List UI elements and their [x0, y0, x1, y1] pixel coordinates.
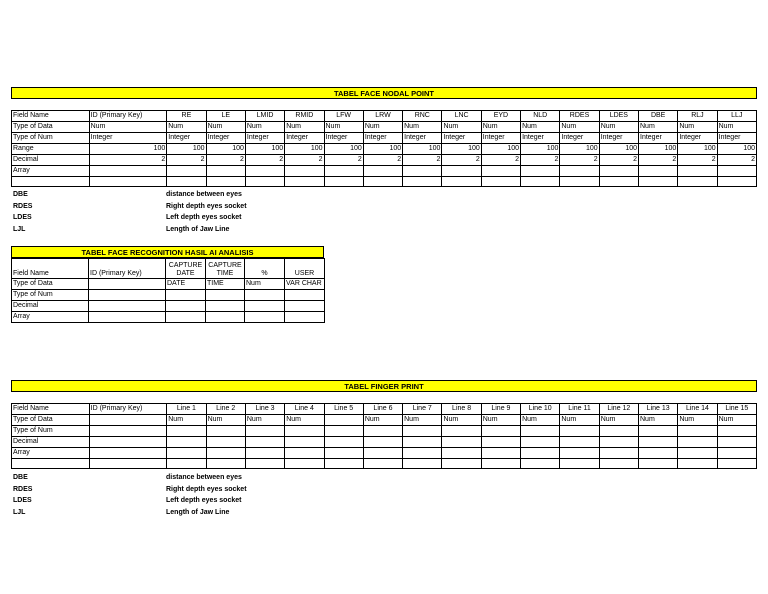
table-cell	[324, 448, 363, 459]
table-cell: Num	[678, 415, 717, 426]
table-cell: Num	[363, 122, 402, 133]
table-cell: Num	[403, 122, 442, 133]
table-cell: RE	[167, 111, 206, 122]
table-row	[12, 177, 757, 187]
table-cell	[442, 166, 481, 177]
table-cell: Num	[678, 122, 717, 133]
table-cell: 100	[324, 144, 363, 155]
table-cell	[206, 448, 245, 459]
table-cell	[363, 459, 402, 469]
table-cell: Num	[560, 122, 599, 133]
table-cell: Integer	[89, 133, 167, 144]
table-cell: Integer	[599, 133, 638, 144]
table-cell	[167, 459, 206, 469]
glossary-definition: Right depth eyes socket	[166, 485, 247, 493]
table-cell	[363, 166, 402, 177]
table-cell	[324, 177, 363, 187]
table-cell: Num	[521, 415, 560, 426]
table-cell: 2	[599, 155, 638, 166]
table-cell	[639, 459, 678, 469]
table-cell: %	[245, 259, 285, 279]
table-cell	[521, 437, 560, 448]
table-cell	[206, 437, 245, 448]
table-cell	[599, 426, 638, 437]
table-cell	[89, 426, 167, 437]
table-cell	[639, 448, 678, 459]
table-cell: Num	[363, 415, 402, 426]
table-cell	[599, 448, 638, 459]
table-cell: LNC	[442, 111, 481, 122]
table-cell	[481, 177, 520, 187]
table-cell: Num	[206, 415, 245, 426]
table-row	[12, 415, 757, 426]
table-cell: TIME	[206, 279, 245, 290]
table-cell: 2	[403, 155, 442, 166]
table-cell	[363, 437, 402, 448]
table-cell: Num	[167, 122, 206, 133]
table-cell	[206, 426, 245, 437]
table-cell: Field Name	[12, 259, 89, 279]
table-cell: 2	[324, 155, 363, 166]
table-cell: Integer	[639, 133, 678, 144]
table-cell: 100	[245, 144, 284, 155]
table-cell: ID (Primary Key)	[89, 259, 166, 279]
table-cell: Num	[560, 415, 599, 426]
table-cell: Type of Data	[12, 122, 90, 133]
table-cell	[717, 177, 756, 187]
nodal-table	[11, 110, 757, 187]
table-cell: Line 9	[481, 404, 520, 415]
table-cell	[285, 448, 324, 459]
table-cell	[717, 437, 756, 448]
table-row	[12, 301, 325, 312]
table-cell: Array	[12, 312, 89, 323]
table-cell	[521, 459, 560, 469]
table-cell: Field Name	[12, 404, 90, 415]
table-cell: Line 15	[717, 404, 756, 415]
table-row	[12, 312, 325, 323]
table-cell	[599, 459, 638, 469]
table-cell: LE	[206, 111, 245, 122]
table-cell	[560, 437, 599, 448]
table-cell	[403, 426, 442, 437]
glossary-abbr: DBE	[13, 191, 28, 198]
table-cell	[166, 312, 206, 323]
table-cell	[206, 166, 245, 177]
table-cell	[167, 177, 206, 187]
table-cell	[639, 426, 678, 437]
glossary-definition: distance between eyes	[166, 474, 242, 481]
table-cell	[363, 448, 402, 459]
table-cell: Num	[245, 279, 285, 290]
table-cell: CAPTURE DATE	[166, 259, 206, 279]
table-cell	[442, 448, 481, 459]
glossary-abbr: LJL	[13, 225, 26, 233]
table-cell	[245, 166, 284, 177]
table-cell	[245, 312, 285, 323]
table-cell: 100	[481, 144, 520, 155]
table-cell: Num	[599, 122, 638, 133]
table-cell	[560, 177, 599, 187]
table-cell	[89, 415, 167, 426]
table-cell	[167, 437, 206, 448]
table-cell: Integer	[481, 133, 520, 144]
table-row	[12, 122, 757, 133]
table-cell: Num	[245, 122, 284, 133]
table-cell	[363, 177, 402, 187]
table-cell: Line 5	[324, 404, 363, 415]
table-cell	[717, 166, 756, 177]
glossary-definition: distance between eyes	[166, 191, 242, 198]
table-cell	[89, 290, 166, 301]
table-cell: Type of Data	[12, 415, 90, 426]
table-cell	[363, 426, 402, 437]
table-cell	[285, 459, 324, 469]
table-cell: 100	[206, 144, 245, 155]
table-cell	[324, 426, 363, 437]
table-cell	[521, 448, 560, 459]
table-cell: DATE	[166, 279, 206, 290]
table-cell	[717, 426, 756, 437]
recog-table-title: TABEL FACE RECOGNITION HASIL AI ANALISIS	[11, 246, 324, 258]
finger-table	[11, 403, 757, 469]
table-cell	[481, 459, 520, 469]
table-cell: 100	[639, 144, 678, 155]
table-cell: Num	[481, 122, 520, 133]
glossary-abbr: LJL	[13, 508, 26, 516]
table-cell: Num	[599, 415, 638, 426]
table-cell	[442, 459, 481, 469]
table-cell: RNC	[403, 111, 442, 122]
table-cell: 2	[89, 155, 167, 166]
table-cell	[560, 166, 599, 177]
table-cell: USER	[285, 259, 325, 279]
nodal-table-title: TABEL FACE NODAL POINT	[11, 87, 757, 99]
table-cell: 2	[560, 155, 599, 166]
table-cell: DBE	[639, 111, 678, 122]
table-cell	[245, 290, 285, 301]
table-cell	[560, 459, 599, 469]
table-cell: Line 2	[206, 404, 245, 415]
table-cell	[403, 448, 442, 459]
table-cell: Type of Num	[12, 426, 90, 437]
table-cell	[245, 448, 284, 459]
table-cell: Type of Num	[12, 290, 89, 301]
table-cell: 2	[521, 155, 560, 166]
table-cell	[717, 448, 756, 459]
table-row	[12, 404, 757, 415]
table-cell	[206, 459, 245, 469]
table-cell: Integer	[403, 133, 442, 144]
table-cell: EYD	[481, 111, 520, 122]
table-cell: CAPTURE TIME	[206, 259, 245, 279]
table-cell: Integer	[206, 133, 245, 144]
table-cell	[167, 426, 206, 437]
table-cell: Num	[167, 415, 206, 426]
table-cell: Num	[89, 122, 167, 133]
table-cell	[324, 415, 363, 426]
table-cell: ID (Primary Key)	[89, 404, 167, 415]
table-cell	[285, 426, 324, 437]
table-cell: 2	[167, 155, 206, 166]
table-cell	[481, 437, 520, 448]
glossary-definition: Length of Jaw Line	[166, 508, 230, 516]
table-cell: RDES	[560, 111, 599, 122]
table-cell	[245, 177, 284, 187]
table-cell	[245, 459, 284, 469]
table-cell: Line 1	[167, 404, 206, 415]
table-cell	[89, 177, 167, 187]
table-cell: 2	[442, 155, 481, 166]
glossary-abbr: RDES	[13, 202, 33, 210]
table-cell: LFW	[324, 111, 363, 122]
table-cell: 2	[245, 155, 284, 166]
table-cell	[639, 437, 678, 448]
table-row	[12, 290, 325, 301]
table-cell: Num	[521, 122, 560, 133]
table-cell	[12, 459, 90, 469]
table-cell: 2	[639, 155, 678, 166]
table-cell	[206, 177, 245, 187]
table-cell	[89, 301, 166, 312]
table-cell	[89, 279, 166, 290]
table-cell: Num	[285, 415, 324, 426]
table-cell: Array	[12, 448, 90, 459]
table-row	[12, 111, 757, 122]
table-cell: 100	[285, 144, 324, 155]
table-cell: Line 11	[560, 404, 599, 415]
table-cell	[560, 448, 599, 459]
table-cell: Line 7	[403, 404, 442, 415]
table-cell	[89, 459, 167, 469]
finger-table-title: TABEL FINGER PRINT	[11, 380, 757, 392]
table-cell: 2	[363, 155, 402, 166]
table-cell: Num	[442, 415, 481, 426]
table-cell: ID (Primary Key)	[89, 111, 167, 122]
table-cell	[639, 166, 678, 177]
table-cell	[89, 437, 167, 448]
table-cell	[599, 437, 638, 448]
table-row	[12, 166, 757, 177]
table-cell: 100	[717, 144, 756, 155]
table-cell: Field Name	[12, 111, 90, 122]
table-cell: Integer	[717, 133, 756, 144]
table-cell: Integer	[285, 133, 324, 144]
table-cell	[206, 312, 245, 323]
table-row	[12, 459, 757, 469]
table-cell: 100	[403, 144, 442, 155]
table-cell: Num	[442, 122, 481, 133]
table-cell: Num	[206, 122, 245, 133]
table-cell: Integer	[245, 133, 284, 144]
table-cell: 2	[285, 155, 324, 166]
table-cell	[678, 177, 717, 187]
table-cell: 100	[167, 144, 206, 155]
table-cell	[167, 448, 206, 459]
table-cell	[678, 459, 717, 469]
table-cell: 100	[442, 144, 481, 155]
table-cell	[678, 166, 717, 177]
table-cell: Range	[12, 144, 90, 155]
table-cell: Decimal	[12, 301, 89, 312]
table-cell: Integer	[678, 133, 717, 144]
table-cell	[245, 301, 285, 312]
glossary-abbr: LDES	[13, 497, 32, 504]
table-cell: 2	[717, 155, 756, 166]
table-cell	[717, 459, 756, 469]
glossary-abbr: DBE	[13, 474, 28, 481]
table-cell	[678, 426, 717, 437]
table-cell	[285, 312, 325, 323]
table-cell	[560, 426, 599, 437]
table-cell: Integer	[363, 133, 402, 144]
table-cell	[481, 426, 520, 437]
table-cell	[89, 166, 167, 177]
table-cell	[12, 177, 90, 187]
table-cell: Line 4	[285, 404, 324, 415]
table-cell: Integer	[521, 133, 560, 144]
table-cell	[403, 437, 442, 448]
glossary-definition: Length of Jaw Line	[166, 225, 230, 233]
table-cell: LDES	[599, 111, 638, 122]
table-row	[12, 144, 757, 155]
table-cell: 100	[89, 144, 167, 155]
table-cell	[206, 290, 245, 301]
glossary-abbr: LDES	[13, 214, 32, 221]
table-cell: Line 12	[599, 404, 638, 415]
table-cell	[442, 426, 481, 437]
table-cell	[481, 166, 520, 177]
table-cell	[245, 437, 284, 448]
table-cell: Num	[285, 122, 324, 133]
table-cell: 100	[599, 144, 638, 155]
table-cell: Line 8	[442, 404, 481, 415]
table-cell: Num	[639, 122, 678, 133]
table-cell: Line 14	[678, 404, 717, 415]
table-cell	[206, 301, 245, 312]
table-cell: Type of Data	[12, 279, 89, 290]
table-cell	[285, 301, 325, 312]
table-cell: Num	[481, 415, 520, 426]
table-cell	[442, 437, 481, 448]
table-cell: Num	[245, 415, 284, 426]
table-cell	[324, 437, 363, 448]
recog-table	[11, 258, 325, 323]
table-cell: LLJ	[717, 111, 756, 122]
table-cell: Line 13	[639, 404, 678, 415]
table-cell	[285, 177, 324, 187]
table-cell: Integer	[560, 133, 599, 144]
table-cell: Num	[403, 415, 442, 426]
table-cell	[599, 166, 638, 177]
table-cell: 100	[521, 144, 560, 155]
table-cell: Integer	[442, 133, 481, 144]
table-cell	[166, 301, 206, 312]
glossary-abbr: RDES	[13, 485, 33, 493]
table-cell: 2	[678, 155, 717, 166]
table-cell	[403, 166, 442, 177]
table-cell: 100	[560, 144, 599, 155]
table-cell: Num	[717, 415, 756, 426]
table-cell	[245, 426, 284, 437]
table-cell: LRW	[363, 111, 402, 122]
table-cell: Type of Num	[12, 133, 90, 144]
table-cell: Integer	[167, 133, 206, 144]
table-cell	[285, 437, 324, 448]
table-cell: Line 6	[363, 404, 402, 415]
table-row	[12, 426, 757, 437]
table-row	[12, 279, 325, 290]
table-cell: 2	[481, 155, 520, 166]
table-cell: Decimal	[12, 155, 90, 166]
table-cell: 100	[678, 144, 717, 155]
table-cell	[639, 177, 678, 187]
table-cell: Num	[639, 415, 678, 426]
table-cell: RLJ	[678, 111, 717, 122]
table-cell	[285, 290, 325, 301]
table-cell: RMID	[285, 111, 324, 122]
table-cell: Integer	[324, 133, 363, 144]
table-row	[12, 448, 757, 459]
table-cell	[599, 177, 638, 187]
table-cell	[324, 166, 363, 177]
table-cell	[521, 166, 560, 177]
table-row	[12, 155, 757, 166]
table-cell: NLD	[521, 111, 560, 122]
table-cell	[481, 448, 520, 459]
glossary-definition: Left depth eyes socket	[166, 214, 242, 221]
table-cell: 2	[206, 155, 245, 166]
table-row	[12, 133, 757, 144]
table-cell: Line 3	[245, 404, 284, 415]
table-cell	[521, 426, 560, 437]
table-cell	[521, 177, 560, 187]
table-cell: 100	[363, 144, 402, 155]
glossary-definition: Right depth eyes socket	[166, 202, 247, 210]
table-cell	[285, 166, 324, 177]
table-cell	[89, 448, 167, 459]
table-cell	[89, 312, 166, 323]
table-cell	[442, 177, 481, 187]
table-cell	[166, 290, 206, 301]
table-cell: Num	[324, 122, 363, 133]
table-cell	[678, 437, 717, 448]
table-cell: Decimal	[12, 437, 90, 448]
table-cell: Line 10	[521, 404, 560, 415]
table-row	[12, 437, 757, 448]
table-row	[12, 259, 325, 279]
table-cell	[403, 459, 442, 469]
table-cell: VAR CHAR	[285, 279, 325, 290]
table-cell: Array	[12, 166, 90, 177]
table-cell	[167, 166, 206, 177]
table-cell	[324, 459, 363, 469]
table-cell: Num	[717, 122, 756, 133]
glossary-definition: Left depth eyes socket	[166, 497, 242, 504]
table-cell: LMID	[245, 111, 284, 122]
table-cell	[678, 448, 717, 459]
table-cell	[403, 177, 442, 187]
